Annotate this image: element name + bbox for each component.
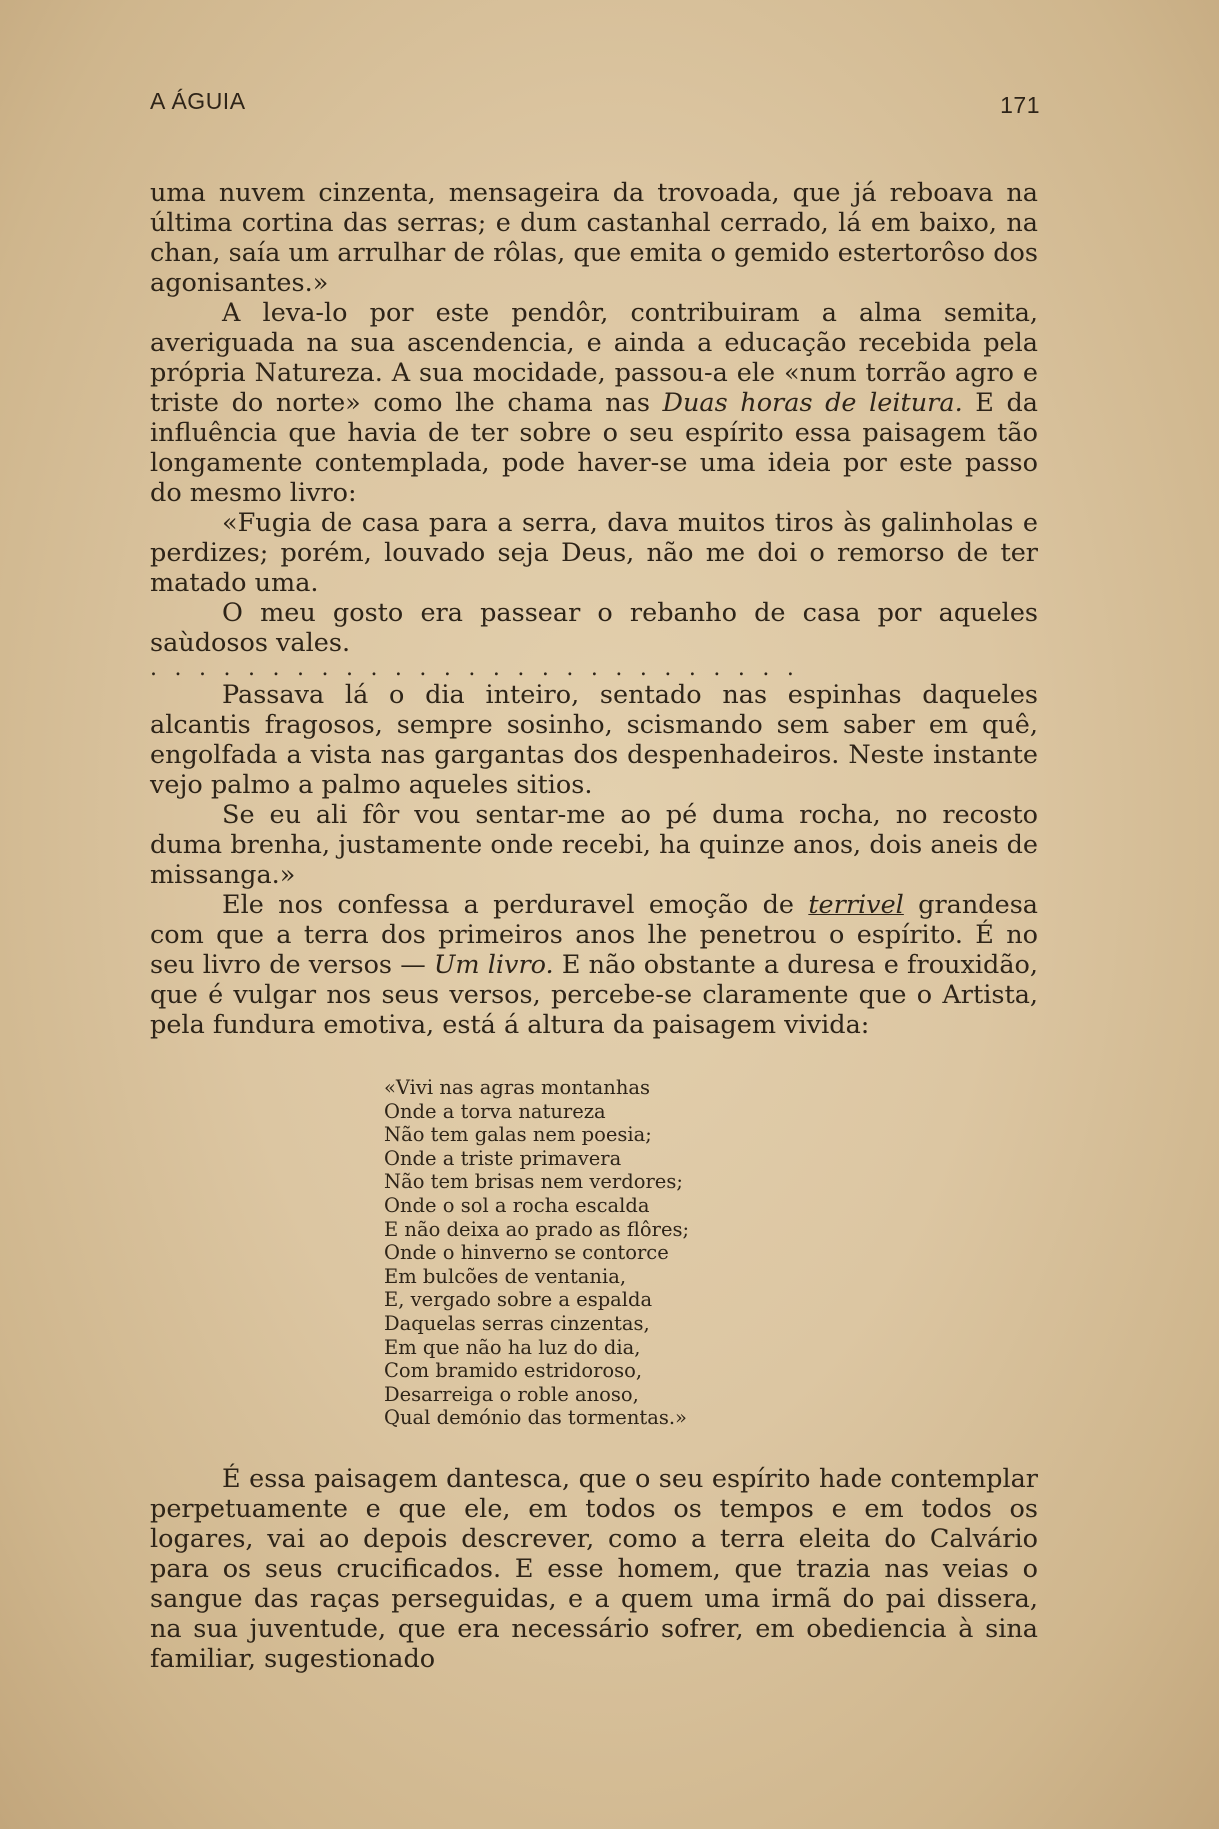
paragraph-paisagem-dantesca: É essa paisagem dantesca, que o seu espírito hade contemplar perpetuamente e que ele, em todos os tempos e em todos os logares, vai ao depois descrever, como a terra eleita do Calvário para os seus crucificados. E esse homem, que trazia nas veias o sangue das raças perseguidas, e a quem uma irmã do pai dissera, na sua juventude, que era necessário sofrer, em obediencia à sina familiar, sugestionado — [150, 1463, 1038, 1674]
quote-paragraph: Passava lá o dia inteiro, sentado nas espinhas daqueles alcantis fragosos, sempre sosinho, scismando sem saber em quê, engolfada a vista nas gargantas dos despenhadeiros. Neste instante vejo palmo a palmo aqueles sitios. — [150, 680, 1038, 800]
verse-line: Não tem brisas nem verdores; — [384, 1170, 683, 1194]
paragraph-text: Ele nos confessa a perduravel emoção de — [222, 890, 809, 920]
quote-paragraph: Se eu ali fôr vou sentar-me ao pé duma rocha, no recosto duma brenha, justamente onde recebi, ha quinze anos, dois aneis de missanga.» — [150, 800, 1038, 890]
verse-line: E, vergado sobre a espalda — [384, 1288, 653, 1312]
verse-quotation — [384, 1076, 1038, 1430]
word-terrivel: terrivel — [808, 890, 904, 920]
body-text — [150, 178, 1038, 1674]
paragraph-continuation: uma nuvem cinzenta, mensageira da trovoada, que já reboava na última cortina das serras; e dum castanhal cerrado, lá em baixo, na chan, saía um arrulhar de rôlas, que emita o gemido estertorôso dos agonisantes.» — [150, 178, 1038, 298]
paragraph-text: E da influência que havia de ter sobre o seu espírito essa paisagem tão longamente contemplada, pode haver-se uma ideia por este passo do mesmo livro: — [150, 388, 1038, 508]
running-title: A ÁGUIA — [150, 88, 246, 114]
book-title-um-livro: Um livro. — [433, 950, 554, 980]
running-head — [150, 88, 1040, 128]
verse-line: «Vivi nas agras montanhas — [384, 1076, 651, 1099]
paragraph-text: A leva-lo por este pendôr, contribuiram a alma semita, averiguada na sua ascendencia, e ainda a educação recebida pela própria Natureza. A sua mocidade, passou-a ele «num torrão agro e triste do norte» como lhe chama nas — [150, 298, 1038, 418]
verse-line: Qual demónio das tormentas.» — [384, 1406, 687, 1430]
book-title-duas-horas: Duas horas de leitura. — [662, 388, 963, 418]
quote-paragraph: O meu gosto era passear o rebanho de casa por aqueles saùdosos vales. — [150, 598, 1038, 658]
verse-line: Onde o sol a rocha escalda — [384, 1193, 650, 1217]
verse-line: Daquelas serras cinzentas, — [384, 1311, 650, 1335]
page-number: 171 — [1000, 92, 1040, 118]
verse-line: Onde a torva natureza — [384, 1099, 606, 1123]
paragraph-emocao — [150, 890, 1038, 1040]
verse-line: Desarreiga o roble anoso, — [384, 1382, 639, 1406]
paragraph-text: E não obstante a duresa e frouxidão, que é vulgar nos seus versos, percebe-se claramente que o Artista, pela fundura emotiva, está á altura da paisagem vivida: — [150, 950, 1038, 1040]
verse-line: Em que não ha luz do dia, — [384, 1335, 641, 1359]
quote-paragraph: «Fugia de casa para a serra, dava muitos tiros às galinholas e perdizes; porém, louvado seja Deus, não me doi o remorso de ter matado uma. — [150, 508, 1038, 598]
verse-line: Onde o hinverno se contorce — [384, 1241, 669, 1265]
verse-line: Onde a triste primavera — [384, 1146, 622, 1170]
paragraph-text: grandesa com que a terra dos primeiros anos lhe penetrou o espírito. É no seu livro de versos — — [150, 890, 1038, 980]
ellipsis-separator: ........................... — [150, 658, 812, 680]
paragraph-ascendencia — [150, 298, 1038, 508]
verse-line: Não tem galas nem poesia; — [384, 1123, 652, 1147]
verse-line: Com bramido estridoroso, — [384, 1359, 643, 1383]
verse-line: E não deixa ao prado as flôres; — [384, 1217, 690, 1241]
verse-line: Em bulcões de ventania, — [384, 1264, 627, 1288]
